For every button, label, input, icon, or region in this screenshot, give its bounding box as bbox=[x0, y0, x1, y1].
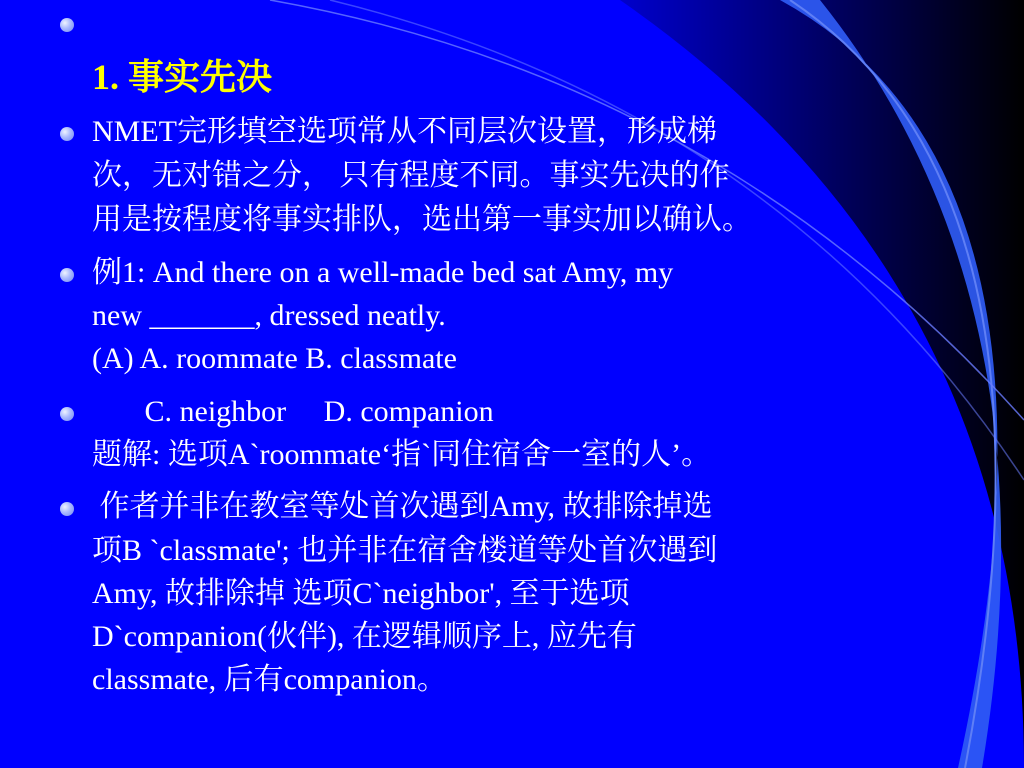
bullet-1-line-1: NMET完形填空选项常从不同层次设置，形成梯 bbox=[92, 115, 717, 148]
slide-title: 1. 事实先决 bbox=[92, 57, 273, 97]
bullet-3-line-2: 题解: 选项A`roommate‘指`同住宿舍一室的人’。 bbox=[92, 438, 712, 471]
bullet-2-line-3: (A) A. roommate B. classmate bbox=[92, 342, 457, 375]
bullet-dot-2 bbox=[60, 268, 74, 282]
bullet-dot-1 bbox=[60, 127, 74, 141]
bullet-1-line-3: 用是按程度将事实排队，选出第一事实加以确认。 bbox=[92, 203, 752, 236]
bullet-4-line-1: 作者并非在教室等处首次遇到Amy, 故排除掉选 bbox=[92, 490, 713, 523]
bullet-4-line-2: 项B `classmate'; 也并非在宿舍楼道等处首次遇到 bbox=[92, 534, 718, 567]
bullet-4-line-5: classmate, 后有companion。 bbox=[92, 663, 447, 696]
bullet-dot-4 bbox=[60, 502, 74, 516]
bullet-2-line-1: 例1: And there on a well-made bed sat Amy, my bbox=[92, 256, 674, 289]
bullet-1-line-2: 次，无对错之分， 只有程度不同。事实先决的作 bbox=[92, 159, 730, 192]
bullet-3-line-1: C. neighbor D. companion bbox=[92, 395, 494, 428]
bullet-dot-3 bbox=[60, 407, 74, 421]
bullet-4-line-3: Amy, 故排除掉 选项C`neighbor', 至于选项 bbox=[92, 577, 630, 610]
bullet-4-line-4: D`companion(伙伴), 在逻辑顺序上, 应先有 bbox=[92, 620, 637, 653]
bullet-dot-empty bbox=[60, 18, 74, 32]
bullet-2-line-2: new _______, dressed neatly. bbox=[92, 299, 446, 332]
